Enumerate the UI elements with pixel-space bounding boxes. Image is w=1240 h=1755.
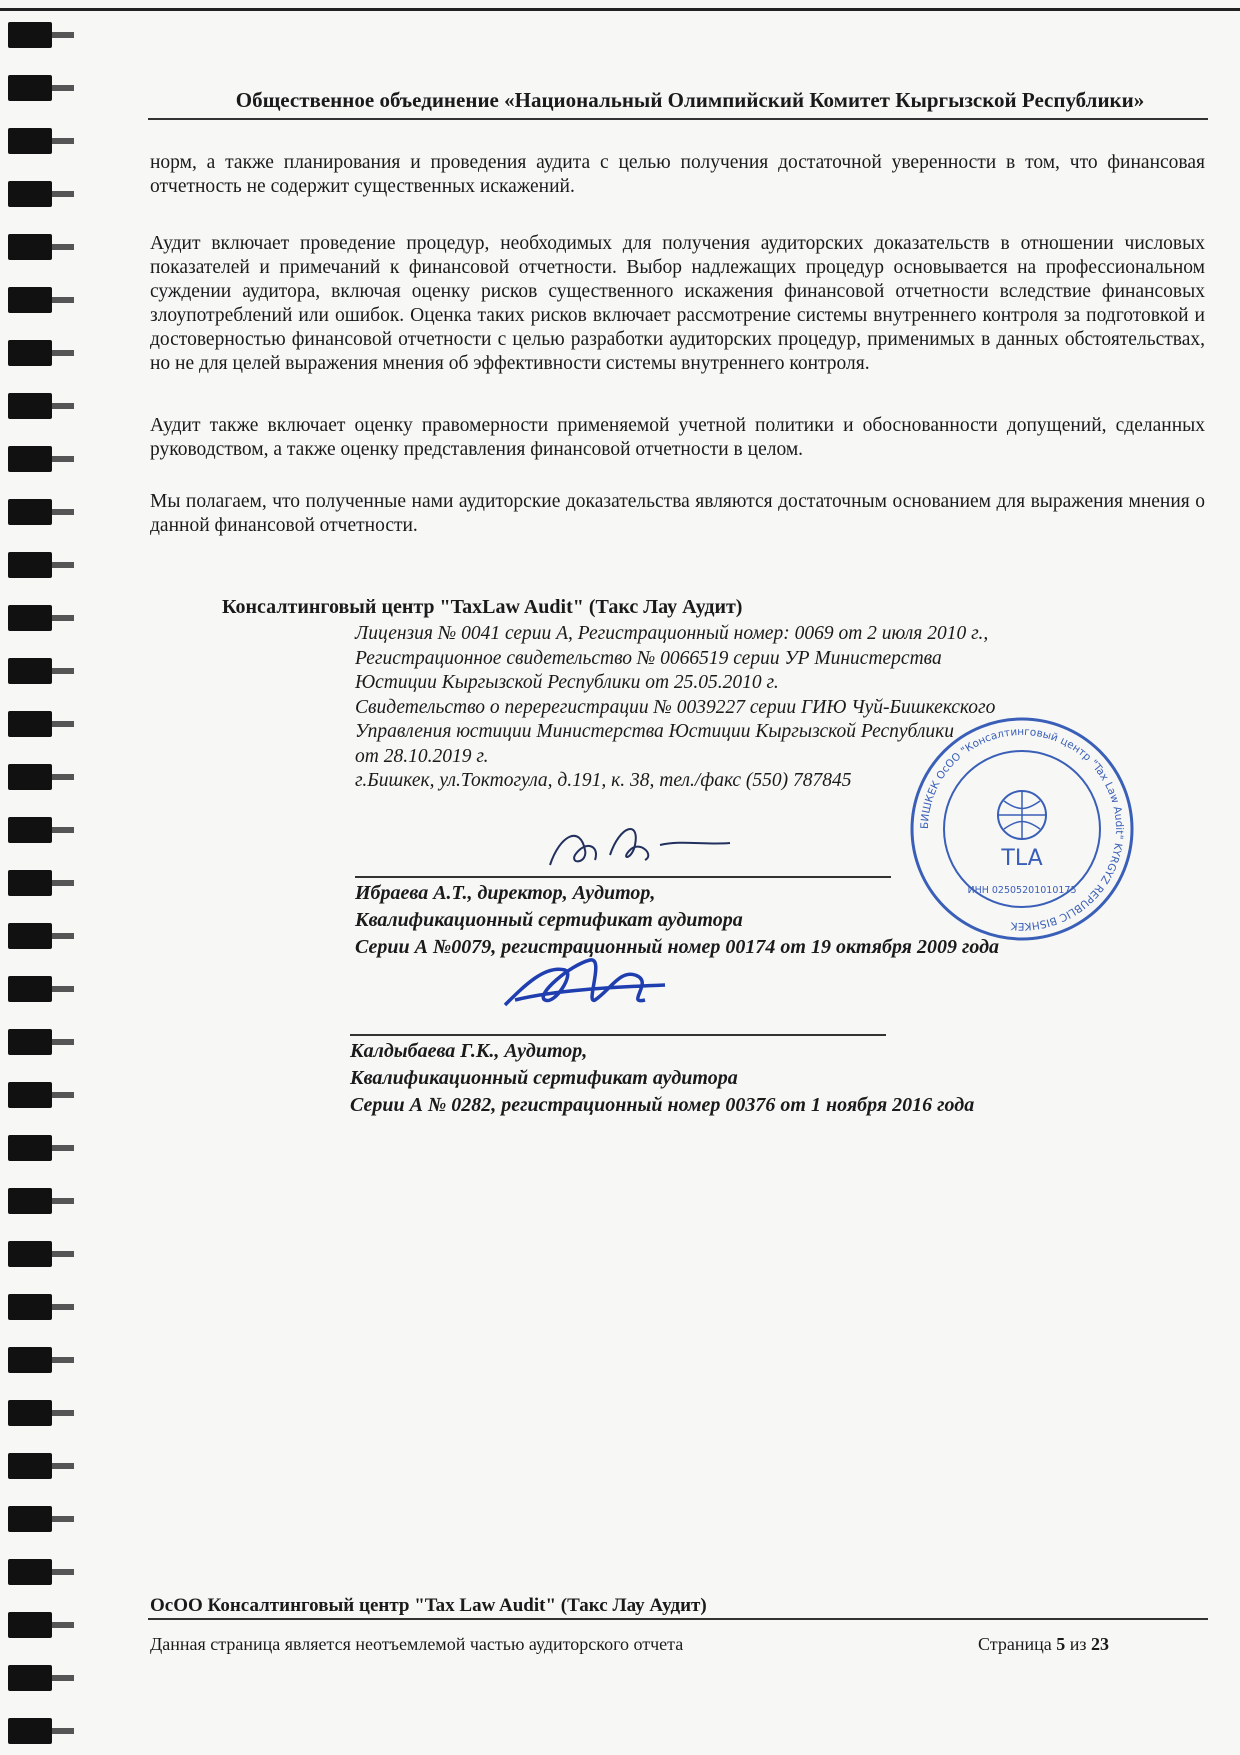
binding-hole: [8, 446, 52, 472]
footer-company: ОсОО Консалтинговый центр "Tax Law Audit" (Такс Лау Аудит): [150, 1595, 707, 1616]
license-line: Свидетельство о перерегистрации № 0039227 серии ГИЮ Чуй-Бишкекского: [355, 696, 996, 718]
binding-hole: [8, 658, 52, 684]
stamp-ring-text: БИШКЕК ОсОО "Консалтинговый центр "Tax Law Audit" KYRGYZ REPUBLIC BISHKEK: [918, 725, 1126, 933]
binding-hole: [8, 1135, 52, 1161]
binding-hole: [8, 1559, 52, 1585]
page-mid: из: [1065, 1634, 1091, 1654]
firm-title: Консалтинговый центр "TaxLaw Audit" (Такс Лау Аудит): [222, 596, 743, 618]
auditor-block: [350, 1038, 974, 1119]
signature-line: [350, 1034, 886, 1036]
binding-hole: [8, 22, 52, 48]
binding-hole: [8, 1718, 52, 1744]
binding-hole: [8, 1400, 52, 1426]
license-block: [355, 622, 995, 794]
binding-hole: [8, 340, 52, 366]
signature-kaldybaeva: [495, 945, 675, 1025]
binding-hole: [8, 764, 52, 790]
binding-hole: [8, 75, 52, 101]
footer-note: Данная страница является неотъемлемой частью аудиторского отчета: [150, 1634, 684, 1654]
page-number: [978, 1634, 1109, 1655]
binding-hole: [8, 234, 52, 260]
header-rule: [148, 118, 1208, 120]
document-header: Общественное объединение «Национальный Олимпийский Комитет Кыргызской Республики»: [235, 88, 1145, 112]
paragraph: норм, а также планирования и проведения аудита с целью получения достаточной уверенности в том, что финансовая отчетность не содержит существенных искажений.: [150, 152, 1205, 197]
license-line: Регистрационное свидетельство № 0066519 серии УР Министерства: [355, 647, 942, 669]
binding-hole: [8, 711, 52, 737]
auditor-name: Калдыбаева Г.К., Аудитор,: [350, 1040, 588, 1062]
license-line: от 28.10.2019 г.: [355, 745, 489, 767]
binding-hole: [8, 1188, 52, 1214]
signature-stroke: [505, 960, 665, 1005]
auditor-cert: Квалификационный сертификат аудитора: [350, 1067, 738, 1089]
license-line: г.Бишкек, ул.Токтогула, д.191, к. 38, тел./факс (550) 787845: [355, 770, 852, 791]
auditor-series: Серии А №0079, регистрационный номер 00174 от 19 октября 2009 года: [355, 936, 1000, 958]
signature-line: [355, 876, 891, 878]
binding-hole: [8, 1453, 52, 1479]
binding-hole: [8, 1612, 52, 1638]
signature-stroke: [550, 829, 730, 865]
binding-hole: [8, 923, 52, 949]
paragraph: Аудит включает проведение процедур, необходимых для получения аудиторских доказательств в отношении числовых показателей и примечаний к финансовой отчетности. Выбор надлежащих процедур основывается на профессиональном суждении аудитора, включая оценку рисков существенного искажения финансовой отчетности вследствие финансовых злоупотреблений или ошибок. Оценка таких рисков включает рассмотрение системы внутреннего контроля за подготовкой и достоверностью финансовой отчетности с целью разработки аудиторских процедур, применимых в данных обстоятельствах, но не для целей выражения мнения об эффективности системы внутреннего контроля.: [150, 233, 1205, 374]
binding-hole: [8, 1665, 52, 1691]
page-prefix: Страница: [978, 1634, 1057, 1654]
binding-hole: [8, 128, 52, 154]
top-edge-line: [0, 8, 1240, 11]
signature-ibraeva: [540, 815, 740, 875]
stamp-center-text: TLA: [1001, 846, 1043, 871]
binding-hole: [8, 817, 52, 843]
binding-hole: [8, 976, 52, 1002]
binding-hole: [8, 287, 52, 313]
stamp-inn: ИНН 02505201010175: [967, 885, 1077, 896]
auditor-cert: Квалификационный сертификат аудитора: [355, 909, 743, 931]
binding-hole: [8, 499, 52, 525]
license-line: Юстиции Кыргызской Республики от 25.05.2010 г.: [355, 672, 779, 693]
auditor-block: [355, 880, 999, 961]
paragraph: Мы полагаем, что полученные нами аудиторские доказательства являются достаточным основанием для выражения мнения о данной финансовой отчетности.: [150, 491, 1205, 536]
binding-hole: [8, 552, 52, 578]
footer-rule: [148, 1618, 1208, 1620]
paragraph: Аудит также включает оценку правомерности применяемой учетной политики и обоснованности допущений, сделанных руководством, а также оценку представления финансовой отчетности в целом.: [150, 415, 1205, 460]
binding-hole: [8, 870, 52, 896]
auditor-series: Серии А № 0282, регистрационный номер 00376 от 1 ноября 2016 года: [350, 1094, 975, 1116]
binding-hole: [8, 1294, 52, 1320]
page-total: 23: [1090, 1634, 1109, 1654]
binding-hole: [8, 1241, 52, 1267]
license-line: Лицензия № 0041 серии А, Регистрационный номер: 0069 от 2 июля 2010 г.,: [355, 623, 989, 644]
binding-hole: [8, 393, 52, 419]
binding-hole: [8, 1082, 52, 1108]
binding-hole: [8, 181, 52, 207]
spiral-binding: [0, 0, 80, 1755]
binding-hole: [8, 1506, 52, 1532]
auditor-name: Ибраева А.Т., директор, Аудитор,: [355, 882, 656, 904]
binding-hole: [8, 605, 52, 631]
binding-hole: [8, 1029, 52, 1055]
binding-hole: [8, 1347, 52, 1373]
license-line: Управления юстиции Министерства Юстиции Кыргызской Республики: [355, 721, 954, 742]
company-stamp: [908, 715, 1136, 943]
page-current: 5: [1056, 1634, 1066, 1654]
